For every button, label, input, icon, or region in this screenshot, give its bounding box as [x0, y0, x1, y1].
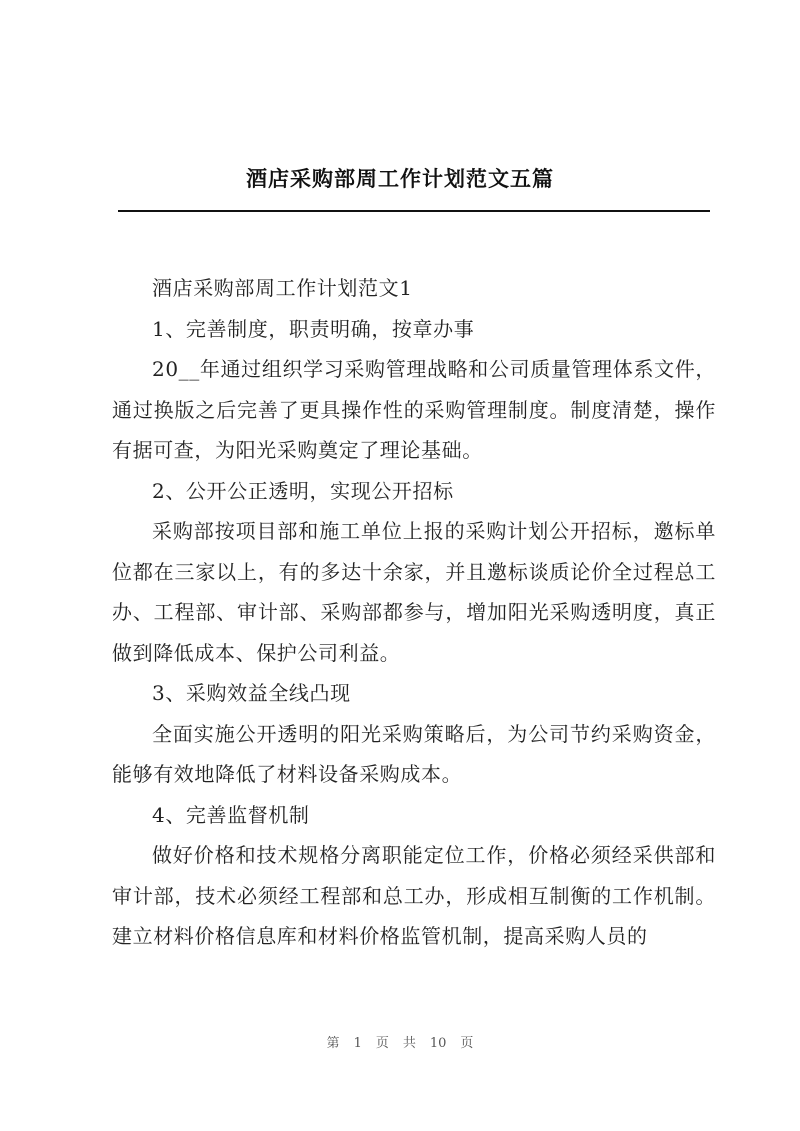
item-heading-4: 4、完善监督机制	[152, 802, 310, 827]
page-footer	[0, 1032, 800, 1051]
item-heading-1: 1、完善制度，职责明确，按章办事	[152, 316, 475, 341]
page-title: 酒店采购部周工作计划范文五篇	[246, 166, 554, 191]
section-heading: 酒店采购部周工作计划范文1	[152, 276, 413, 300]
page-label: 第	[326, 1036, 340, 1051]
paragraph-2: 采购部按项目部和施工单位上报的采购计划公开招标，邀标单位都在三家以上，有的多达十余家，并且邀标谈质论价全过程总工办、工程部、审计部、采购部都参与，增加阳光采购透明度，真正做到降低成本、保护公司利益。	[112, 519, 716, 665]
page-unit: 页	[375, 1036, 389, 1051]
total-label: 共	[402, 1036, 416, 1051]
total-unit: 页	[460, 1036, 474, 1051]
document-body	[112, 268, 716, 957]
paragraph-1: 20__年通过组织学习采购管理战略和公司质量管理体系文件，通过换版之后完善了更具操作性的采购管理制度。制度清楚，操作有据可查，为阳光采购奠定了理论基础。	[112, 357, 716, 462]
paragraph-4: 做好价格和技术规格分离职能定位工作，价格必须经采供部和审计部，技术必须经工程部和总工办，形成相互制衡的工作机制。建立材料价格信息库和材料价格监管机制，提高采购人员的	[112, 843, 716, 948]
paragraph-3: 全面实施公开透明的阳光采购策略后，为公司节约采购资金，能够有效地降低了材料设备采购成本。	[112, 721, 716, 786]
page-number: 1	[353, 1036, 362, 1051]
total-pages: 10	[429, 1036, 447, 1051]
item-heading-2: 2、公开公正透明，实现公开招标	[152, 478, 454, 503]
item-heading-3: 3、采购效益全线凸现	[152, 681, 351, 705]
title-underline	[118, 210, 710, 212]
